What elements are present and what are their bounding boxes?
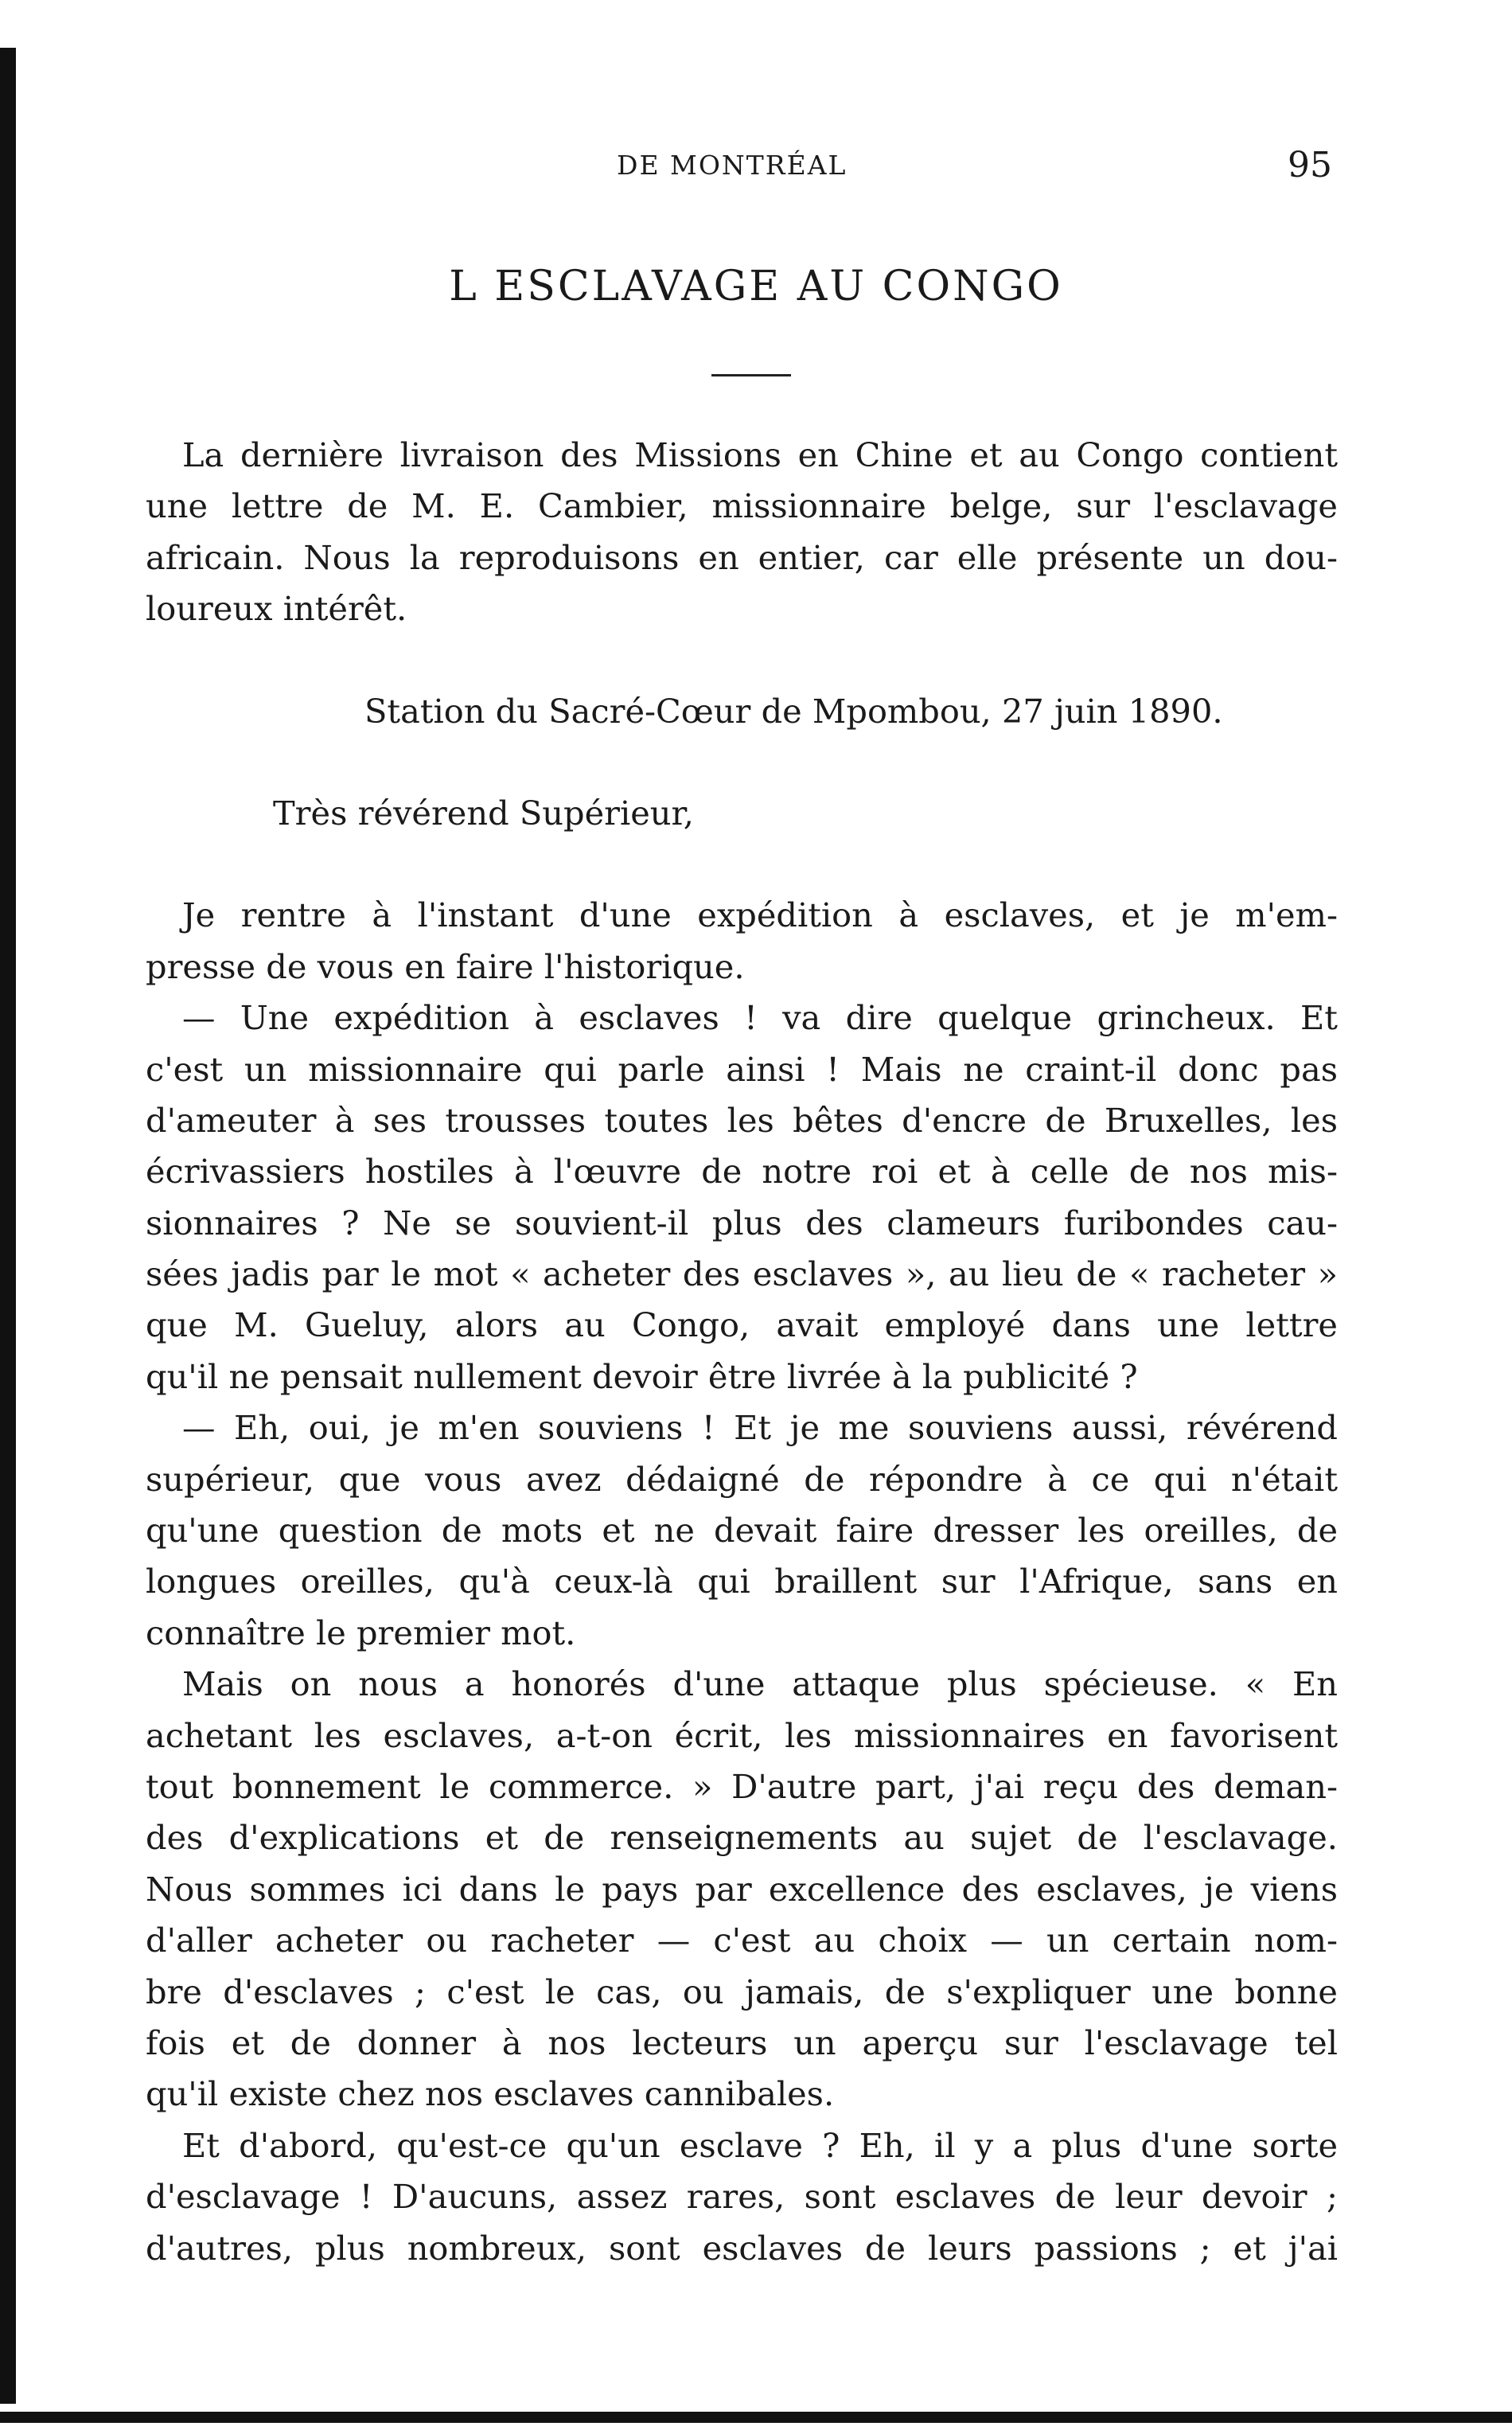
text-line: africain. Nous la reproduisons en entier, car elle présente un dou- bbox=[146, 537, 1338, 577]
text-line: fois et de donner à nos lecteurs un aperçu sur l'esclavage tel bbox=[146, 2022, 1338, 2062]
paragraph bbox=[146, 2120, 1338, 2274]
text-line: d'ameuter à ses trousses toutes les bêtes d'encre de Bruxelles, les bbox=[146, 1100, 1338, 1140]
title-rule bbox=[711, 374, 791, 376]
scan-edge-bottom bbox=[0, 2412, 1512, 2423]
text-line: La dernière livraison des Missions en Chine et au Congo contient bbox=[182, 435, 1338, 474]
paragraph bbox=[146, 1659, 1338, 2120]
text-line: presse de vous en faire l'historique. bbox=[146, 946, 745, 986]
article-body bbox=[146, 430, 1338, 2274]
text-line: achetant les esclaves, a-t-on écrit, les missionnaires en favorisent bbox=[146, 1715, 1338, 1755]
text-line: Je rentre à l'instant d'une expédition à esclaves, et je m'em- bbox=[182, 895, 1338, 935]
text-line: qu'une question de mots et ne devait faire dresser les oreilles, de bbox=[146, 1511, 1338, 1551]
text-line: écrivassiers hostiles à l'œuvre de notre roi et à celle de nos mis- bbox=[146, 1152, 1338, 1192]
running-head bbox=[0, 145, 1512, 197]
text-line: qu'il existe chez nos esclaves cannibales. bbox=[146, 2074, 835, 2114]
text-line: sionnaires ? Ne se souvient-il plus des clameurs furibondes cau- bbox=[146, 1203, 1338, 1242]
text-line: loureux intérêt. bbox=[146, 589, 407, 629]
text-line: supérieur, que vous avez dédaigné de répondre à ce qui n'était bbox=[146, 1459, 1338, 1499]
text-line: des d'explications et de renseignements au sujet de l'esclavage. bbox=[146, 1818, 1338, 1858]
text-line: Et d'abord, qu'est-ce qu'un esclave ? Eh, il y a plus d'une sorte bbox=[182, 2125, 1338, 2165]
text-line: d'aller acheter ou racheter — c'est au choix — un certain nom- bbox=[146, 1921, 1338, 1960]
text-line: qu'il ne pensait nullement devoir être livrée à la publicité ? bbox=[146, 1356, 1138, 1396]
text-line: d'esclavage ! D'aucuns, assez rares, sont esclaves de leur devoir ; bbox=[146, 2177, 1338, 2217]
article-title: L ESCLAVAGE AU CONGO bbox=[449, 263, 1063, 310]
text-line: bre d'esclaves ; c'est le cas, ou jamais, de s'expliquer une bonne bbox=[146, 1972, 1338, 2011]
intro-paragraph bbox=[146, 430, 1338, 635]
text-line: Nous sommes ici dans le pays par excellence des esclaves, je viens bbox=[146, 1869, 1338, 1909]
text-line: Mais on nous a honorés d'une attaque plus spécieuse. « En bbox=[182, 1664, 1338, 1704]
paragraph bbox=[146, 890, 1338, 993]
running-head-title: DE MONTRÉAL bbox=[617, 150, 848, 181]
text-line: connaître le premier mot. bbox=[146, 1613, 576, 1652]
text-line: — Eh, oui, je m'en souviens ! Et je me souviens aussi, révérend bbox=[182, 1408, 1338, 1448]
text-line: c'est un missionnaire qui parle ainsi ! Mais ne craint-il donc pas bbox=[146, 1049, 1338, 1089]
page-number: 95 bbox=[1288, 145, 1332, 185]
scan-edge-left bbox=[0, 48, 16, 2404]
text-line: d'autres, plus nombreux, sont esclaves de leurs passions ; et j'ai bbox=[146, 2228, 1338, 2268]
letter-dateline: Station du Sacré-Cœur de Mpombou, 27 juin 1890. bbox=[364, 691, 1223, 731]
text-line: — Une expédition à esclaves ! va dire quelque grincheux. Et bbox=[182, 998, 1338, 1038]
text-line: une lettre de M. E. Cambier, missionnaire belge, sur l'esclavage bbox=[146, 486, 1338, 526]
text-line: tout bonnement le commerce. » D'autre part, j'ai reçu des deman- bbox=[146, 1766, 1338, 1806]
letter-salutation: Très révérend Supérieur, bbox=[273, 793, 695, 833]
paragraph bbox=[146, 1402, 1338, 1659]
text-line: que M. Gueluy, alors au Congo, avait employé dans une lettre bbox=[146, 1305, 1338, 1345]
paragraph bbox=[146, 993, 1338, 1402]
text-line: sées jadis par le mot « acheter des esclaves », au lieu de « racheter » bbox=[146, 1254, 1338, 1294]
text-line: longues oreilles, qu'à ceux-là qui braillent sur l'Afrique, sans en bbox=[146, 1562, 1338, 1601]
